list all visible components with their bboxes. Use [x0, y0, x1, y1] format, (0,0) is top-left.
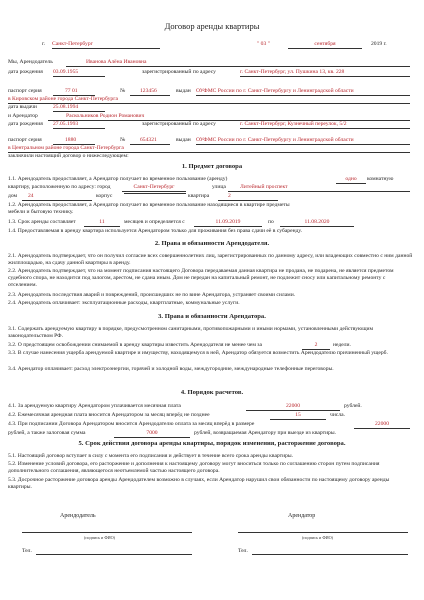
s3-p32-days: 2 [302, 342, 330, 350]
landlord-name: Иванова Алёна Ивановна [66, 59, 410, 67]
section-2-heading: 2. Права и обязанности Арендодателя. [154, 240, 270, 247]
landlord-date-label: дата выдачи [8, 104, 37, 110]
s4-due-day: 15 [270, 412, 326, 420]
tenant-name: Раскольников Родион Романович [48, 113, 410, 121]
s3-p34: 3.4. Арендатор оплачивает: расход электроэнергии, горячей и холодной воды, междугородние, международные телефонные переговоры. [8, 366, 334, 372]
tenant-issued-label: выдан [176, 137, 191, 143]
tenant-issued-by-2: в Центральном районе города Санкт-Петербурга [8, 145, 410, 153]
landlord-passport-label: паспорт серия [8, 88, 42, 94]
s2-p23: 2.3. Арендодатель последствия аварий и повреждений, происшедших не по вине Арендатора, устраняет своими силами. [8, 292, 296, 298]
landlord-phone-label: Тел. [22, 548, 32, 554]
month-value: сентября [288, 41, 362, 49]
s4-p41b: рублей. [344, 403, 362, 409]
s1-rooms: одно [336, 176, 366, 184]
s5-p51: 5.1. Настоящий договор вступает в силу с момента его подписания и действует в течение всего срока аренды квартиры. [8, 453, 294, 459]
s5-p52: 5.2. Изменение условий договора, его расторжение и дополнения к настоящему договору могут вноситься только по соглашению сторон путем подписания дополнительного соглашения, являющегося неотъемлемой частью настоящего договора. [8, 461, 380, 474]
s1-flat: 2 [218, 193, 278, 201]
s1-p13b: месяцев и определяется с [124, 219, 185, 225]
s1-flat-label: квартира [188, 193, 210, 199]
tenant-birth-label: дата рождения [8, 121, 43, 127]
landlord-birth: 03.09.1955 [53, 69, 105, 77]
s1-p11a: 1.1. Арендодатель предоставляет, а Арендатор получает во временное пользование (аренду) [8, 176, 228, 182]
landlord-passport-number: 123456 [130, 88, 170, 96]
s1-p13a: 1.3. Срок аренды составляет [8, 219, 76, 225]
tenant-reg-label: зарегистрированный по адресу [142, 121, 216, 127]
s3-p31: 3.1. Содержать арендуемую квартиру в порядке, предусмотренном санитарными, противопожарными и иными нормами, установленными действующим законодательством РФ. [8, 326, 374, 339]
tenant-num-label: № [120, 137, 126, 143]
tenant-intro: и Арендатор [8, 113, 38, 119]
s2-p21: 2.1. Арендодатель подтверждает, что он получил согласие всех совершеннолетних лиц, зарегистрированных по данному адресу, или владеющих совместно с ним данной жилплощадью, на сдачу данной квартиры в аренду. [8, 253, 413, 266]
tenant-birth: 27.05.1993 [53, 121, 105, 129]
landlord-issued-by-2: в Кировском районе города Санкт-Петербурга [8, 96, 410, 104]
section-3-heading: 3. Права и обязанности Арендатора. [158, 313, 266, 320]
landlord-issue-date: 25.08.1994 [53, 104, 105, 112]
s1-months: 11 [84, 219, 120, 227]
s4-p42b: числа. [330, 412, 345, 418]
landlord-issued-label: выдан [176, 88, 191, 94]
s1-city: Санкт-Петербург [122, 184, 186, 192]
tenant-passport-number: 654321 [130, 137, 170, 145]
landlord-reg-label: зарегистрированный по адресу [142, 69, 216, 75]
s1-to: 11.08.2020 [280, 219, 354, 227]
s3-p32b: недели. [333, 342, 351, 348]
landlord-signature-line [22, 532, 192, 533]
tenant-issued-by-1: ОУФМС России по г. Санкт-Петербургу и Ленинградской области [196, 137, 410, 145]
landlord-intro: Мы, Арендодатель [8, 59, 53, 65]
tenant-phone-line [252, 554, 408, 555]
s1-p14: 1.4. Предоставляемая в аренду квартира используется Арендатором только для проживания без права сдачи её в субаренду. [8, 228, 303, 234]
s1-from: 11.09.2019 [194, 219, 262, 227]
s1-house: 24 [22, 193, 92, 201]
landlord-address: г. Санкт-Петербург, ул. Пушкина 13, кв. 228 [240, 69, 410, 77]
s4-rent: 22000 [246, 403, 340, 411]
s3-p32a: 3.2. О предстоящем освобождении снимаемой в аренду квартиры известить Арендодателя не менее чем за [8, 342, 262, 348]
tenant-passport-series: 1880 [53, 137, 95, 145]
s2-p22: 2.2. Арендодатель подтверждает, что на момент подписания настоящего Договора передаваемая данная квартира не продана, не подарена, не является предметом судебного спора, не находится под залогом, арестом, не сдана иным. Дом не передан на капитальный ремонт, не подлежит сносу или капитальному ремонту с отселением. [8, 268, 394, 288]
city-value: Санкт-Петербург [52, 41, 160, 49]
s4-p43b: рублей, а также залоговая сумма [8, 430, 86, 436]
s1-house-label: дом [8, 193, 18, 199]
landlord-signature-label: Арендодатель [60, 513, 96, 519]
tenant-signature-line [238, 532, 408, 533]
day-value: " 03 " [257, 41, 270, 47]
tenant-closing: заключили настоящий договор о нижеследующем: [8, 153, 129, 159]
section-1-heading: 1. Предмет договора [181, 163, 243, 170]
s4-p42a: 4.2. Ежемесячная арендная плата вносится Арендатором за месяц вперёд не позднее [8, 412, 210, 418]
s4-p43c: рублей, возвращаемая Арендатору при выезде из квартиры. [194, 430, 337, 436]
section-4-heading: 4. Порядок расчетов. [180, 389, 244, 396]
s1-p11b: комнатную [367, 176, 394, 182]
tenant-passport-label: паспорт серия [8, 137, 42, 143]
landlord-birth-label: дата рождения [8, 69, 43, 75]
tenant-address: г. Санкт-Петербург, Кузнечный переулок, 5/2 [240, 121, 410, 129]
section-5-heading: 5. Срок действия договора аренды квартиры, порядок изменения, расторжение договора. [78, 440, 346, 447]
tenant-signature-caption: (подпись и ФИО) [302, 535, 334, 540]
year-value: 2019 г. [371, 41, 387, 47]
tenant-signature-label: Арендатор [288, 513, 316, 519]
landlord-signature-caption: (подпись и ФИО) [84, 535, 116, 540]
s1-p11c: квартиру, расположенную по адресу: город [8, 184, 111, 190]
landlord-passport-series: 77 01 [53, 88, 95, 96]
s1-p13c: по [268, 219, 274, 225]
s1-p12a: 1.2. Арендодатель предоставляет, а Арендатор получает во временное пользование находящиеся в квартире предметы [8, 202, 290, 208]
city-prefix: г. [42, 41, 46, 47]
s1-korpus-label: корпус [96, 193, 113, 199]
s3-p33: 3.3. В случае нанесения ущерба арендуемой квартире и имуществу, находящемуся в ней, Арендатор обязуется возместить Арендодателю причиненный ущерб. [8, 350, 388, 356]
s5-p53: 5.3. Досрочное расторжение договора аренды Арендодателем возможно в случаях, если Арендатор нарушил свои обязанности по настоящему договору аренды квартиры. [8, 477, 390, 490]
s1-street: Литейный проспект [228, 184, 410, 192]
s4-deposit: 7000 [114, 430, 190, 438]
landlord-num-label: № [120, 88, 126, 94]
landlord-issued-by-1: ОУФМС России по г. Санкт-Петербургу и Ленинградской области [196, 88, 410, 96]
landlord-phone-line [36, 554, 192, 555]
s1-p12b: мебели и бытовую технику. [8, 209, 74, 215]
tenant-phone-label: Тел. [238, 548, 248, 554]
page-title: Договор аренды квартиры [164, 21, 260, 31]
s1-korpus [124, 193, 186, 194]
s4-prepay: 22000 [354, 421, 410, 429]
s1-street-label: улица [212, 184, 226, 190]
s4-p41a: 4.1. За арендуемую квартиру Арендатором уплачивается месячная плата [8, 403, 181, 409]
s2-p24: 2.4. Арендодатель оплачивает: эксплуатационные расходы, квартплатные, коммунальные услуги. [8, 300, 240, 306]
s4-p43a: 4.3. При подписании Договора Арендатором вносится Арендодателю оплата за месяц вперёд в размере [8, 421, 255, 427]
